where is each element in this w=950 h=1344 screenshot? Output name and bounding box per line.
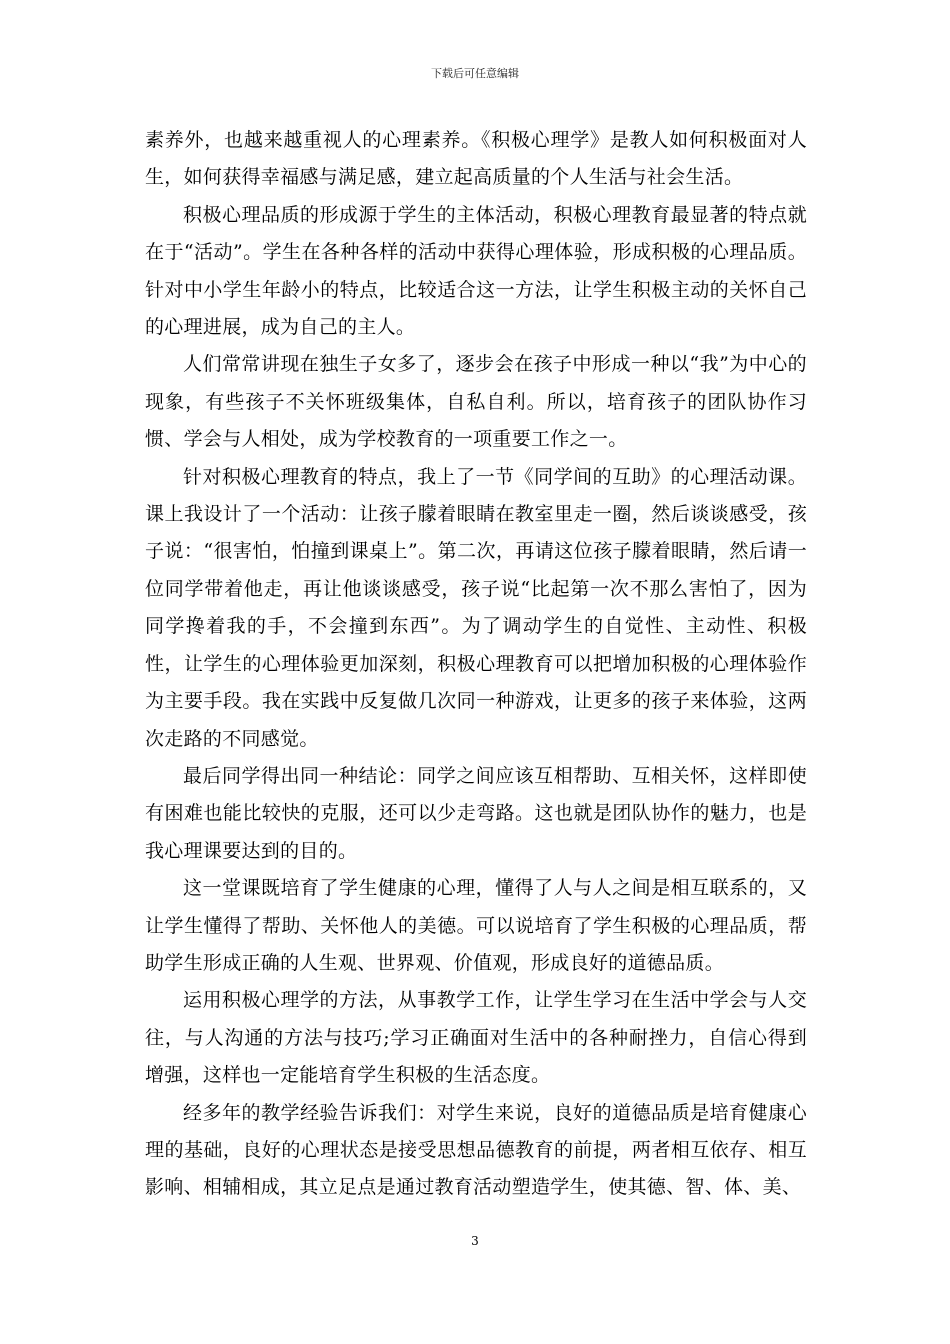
paragraph: 积极心理品质的形成源于学生的主体活动，积极心理教育最显著的特点就在于“活动”。学生在各种各样的活动中获得心理体验，形成积极的心理品质。针对中小学生年龄小的特点，比较适合这一方法，让学生积极主动的关怀自己的心理进展，成为自己的主人。 — [145, 203, 807, 339]
paragraph: 运用积极心理学的方法，从事教学工作，让学生学习在生活中学会与人交往，与人沟通的方法与技巧;学习正确面对生活中的各种耐挫力，自信心得到增强，这样也一定能培育学生积极的生活态度。 — [145, 989, 807, 1087]
paragraph: 这一堂课既培育了学生健康的心理，懂得了人与人之间是相互联系的，又让学生懂得了帮助、关怀他人的美德。可以说培育了学生积极的心理品质，帮助学生形成正确的人生观、世界观、价值观，形成良好的道德品质。 — [145, 877, 807, 974]
document-body — [145, 122, 807, 1207]
paragraph: 经多年的教学经验告诉我们：对学生来说，良好的道德品质是培育健康心理的基础，良好的心理状态是接受思想品德教育的前提，两者相互依存、相互影响、相辅相成，其立足点是通过教育活动塑造学生，使其德、智、体、美、 — [145, 1101, 807, 1199]
paragraph: 针对积极心理教育的特点，我上了一节《同学间的互助》的心理活动课。课上我设计了一个活动：让孩子朦着眼睛在教室里走一圈，然后谈谈感受，孩子说：“很害怕，怕撞到课桌上”。第二次，再请这位孩子朦着眼睛，然后请一位同学带着他走，再让他谈谈感受，孩子说“比起第一次不那么害怕了，因为同学搀着我的手，不会撞到东西”。为了调动学生的自觉性、主动性、积极性，让学生的心理体验更加深刻，积极心理教育可以把增加积极的心理体验作为主要手段。我在实践中反复做几次同一种游戏，让更多的孩子来体验，这两次走路的不同感觉。 — [145, 465, 807, 750]
page-number: 3 — [471, 1234, 479, 1248]
page-header: 下载后可任意编辑 — [431, 67, 519, 80]
paragraph: 最后同学得出同一种结论：同学之间应该互相帮助、互相关怀，这样即使有困难也能比较快的克服，还可以少走弯路。这也就是团队协作的魅力，也是我心理课要达到的目的。 — [145, 764, 807, 862]
paragraph: 人们常常讲现在独生子女多了，逐步会在孩子中形成一种以“我”为中心的现象，有些孩子不关怀班级集体，自私自利。所以，培育孩子的团队协作习惯、学会与人相处，成为学校教育的一项重要工作之一。 — [145, 353, 807, 451]
paragraph: 素养外，也越来越重视人的心理素养。《积极心理学》是教人如何积极面对人生，如何获得幸福感与满足感，建立起高质量的个人生活与社会生活。 — [145, 129, 807, 189]
